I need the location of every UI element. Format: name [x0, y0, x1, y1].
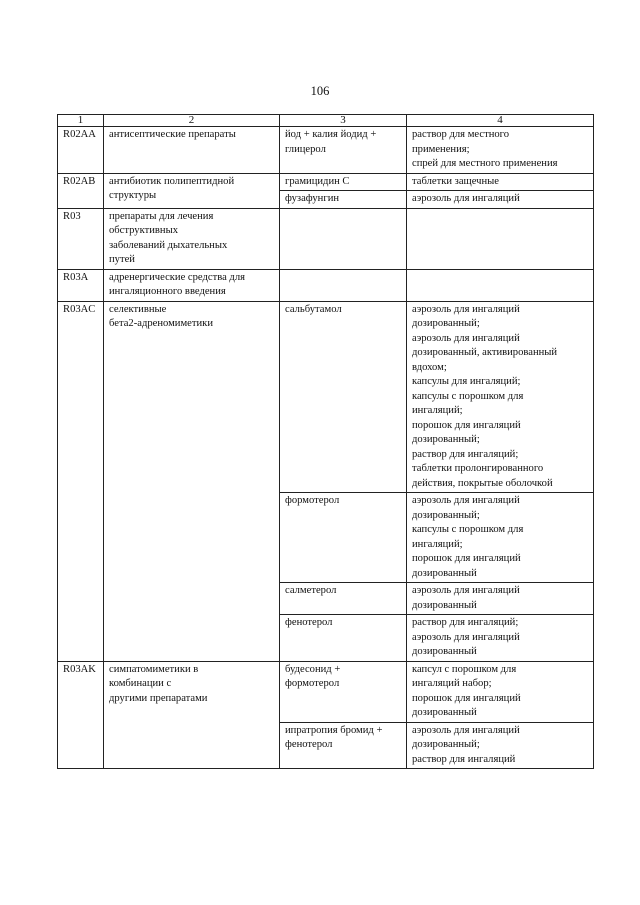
dosage-form: аэрозоль для ингаляций дозированный; капсулы с порошком для ингаляций; порошок для ингаляций дозированный [407, 493, 594, 583]
column-header: 2 [104, 115, 280, 127]
atc-code: R03AC [58, 301, 104, 661]
group-name: селективные бета2-адреномиметики [104, 301, 280, 661]
group-name: антисептические препараты [104, 127, 280, 174]
column-header: 1 [58, 115, 104, 127]
atc-code: R03 [58, 208, 104, 269]
group-name: адренергические средства для ингаляционного введения [104, 269, 280, 301]
drug-name: фенотерол [280, 615, 407, 662]
dosage-form: капсул с порошком для ингаляций набор; порошок для ингаляций дозированный [407, 661, 594, 722]
dosage-form: аэрозоль для ингаляций дозированный; аэрозоль для ингаляций дозированный, активированный вдохом; капсулы для ингаляций; капсулы с порошком для ингаляций; порошок для ингаляций дозированный; раствор для ингаляций; таблетки пролонгированного действия, покрытые оболочкой [407, 301, 594, 493]
table-row [58, 208, 594, 269]
table-header-row [58, 115, 594, 127]
drug-name [280, 208, 407, 269]
group-name: антибиотик полипептидной структуры [104, 173, 280, 208]
drug-name: будесонид + формотерол [280, 661, 407, 722]
page-number: 106 [310, 84, 330, 98]
dosage-form [407, 208, 594, 269]
group-name: препараты для лечения обструктивных заболеваний дыхательных путей [104, 208, 280, 269]
drug-name: сальбутамол [280, 301, 407, 493]
dosage-form: аэрозоль для ингаляций [407, 191, 594, 209]
drug-name: грамицидин С [280, 173, 407, 191]
table-row [58, 127, 594, 174]
drug-name: фузафунгин [280, 191, 407, 209]
table-row [58, 269, 594, 301]
atc-code: R03AK [58, 661, 104, 769]
dosage-form: аэрозоль для ингаляций дозированный; раствор для ингаляций [407, 722, 594, 769]
table-row [58, 661, 594, 722]
table-row [58, 173, 594, 191]
column-header: 4 [407, 115, 594, 127]
drug-name: формотерол [280, 493, 407, 583]
dosage-form [407, 269, 594, 301]
drug-table [57, 114, 594, 769]
dosage-form: раствор для местного применения; спрей для местного применения [407, 127, 594, 174]
dosage-form: таблетки защечные [407, 173, 594, 191]
atc-code: R02AA [58, 127, 104, 174]
dosage-form: раствор для ингаляций; аэрозоль для ингаляций дозированный [407, 615, 594, 662]
drug-name: йод + калия йодид + глицерол [280, 127, 407, 174]
atc-code: R03A [58, 269, 104, 301]
drug-name: салметерол [280, 583, 407, 615]
dosage-form: аэрозоль для ингаляций дозированный [407, 583, 594, 615]
column-header: 3 [280, 115, 407, 127]
table-row [58, 301, 594, 493]
atc-code: R02AB [58, 173, 104, 208]
drug-name: ипратропия бромид + фенотерол [280, 722, 407, 769]
drug-name [280, 269, 407, 301]
group-name: симпатомиметики в комбинации с другими препаратами [104, 661, 280, 769]
